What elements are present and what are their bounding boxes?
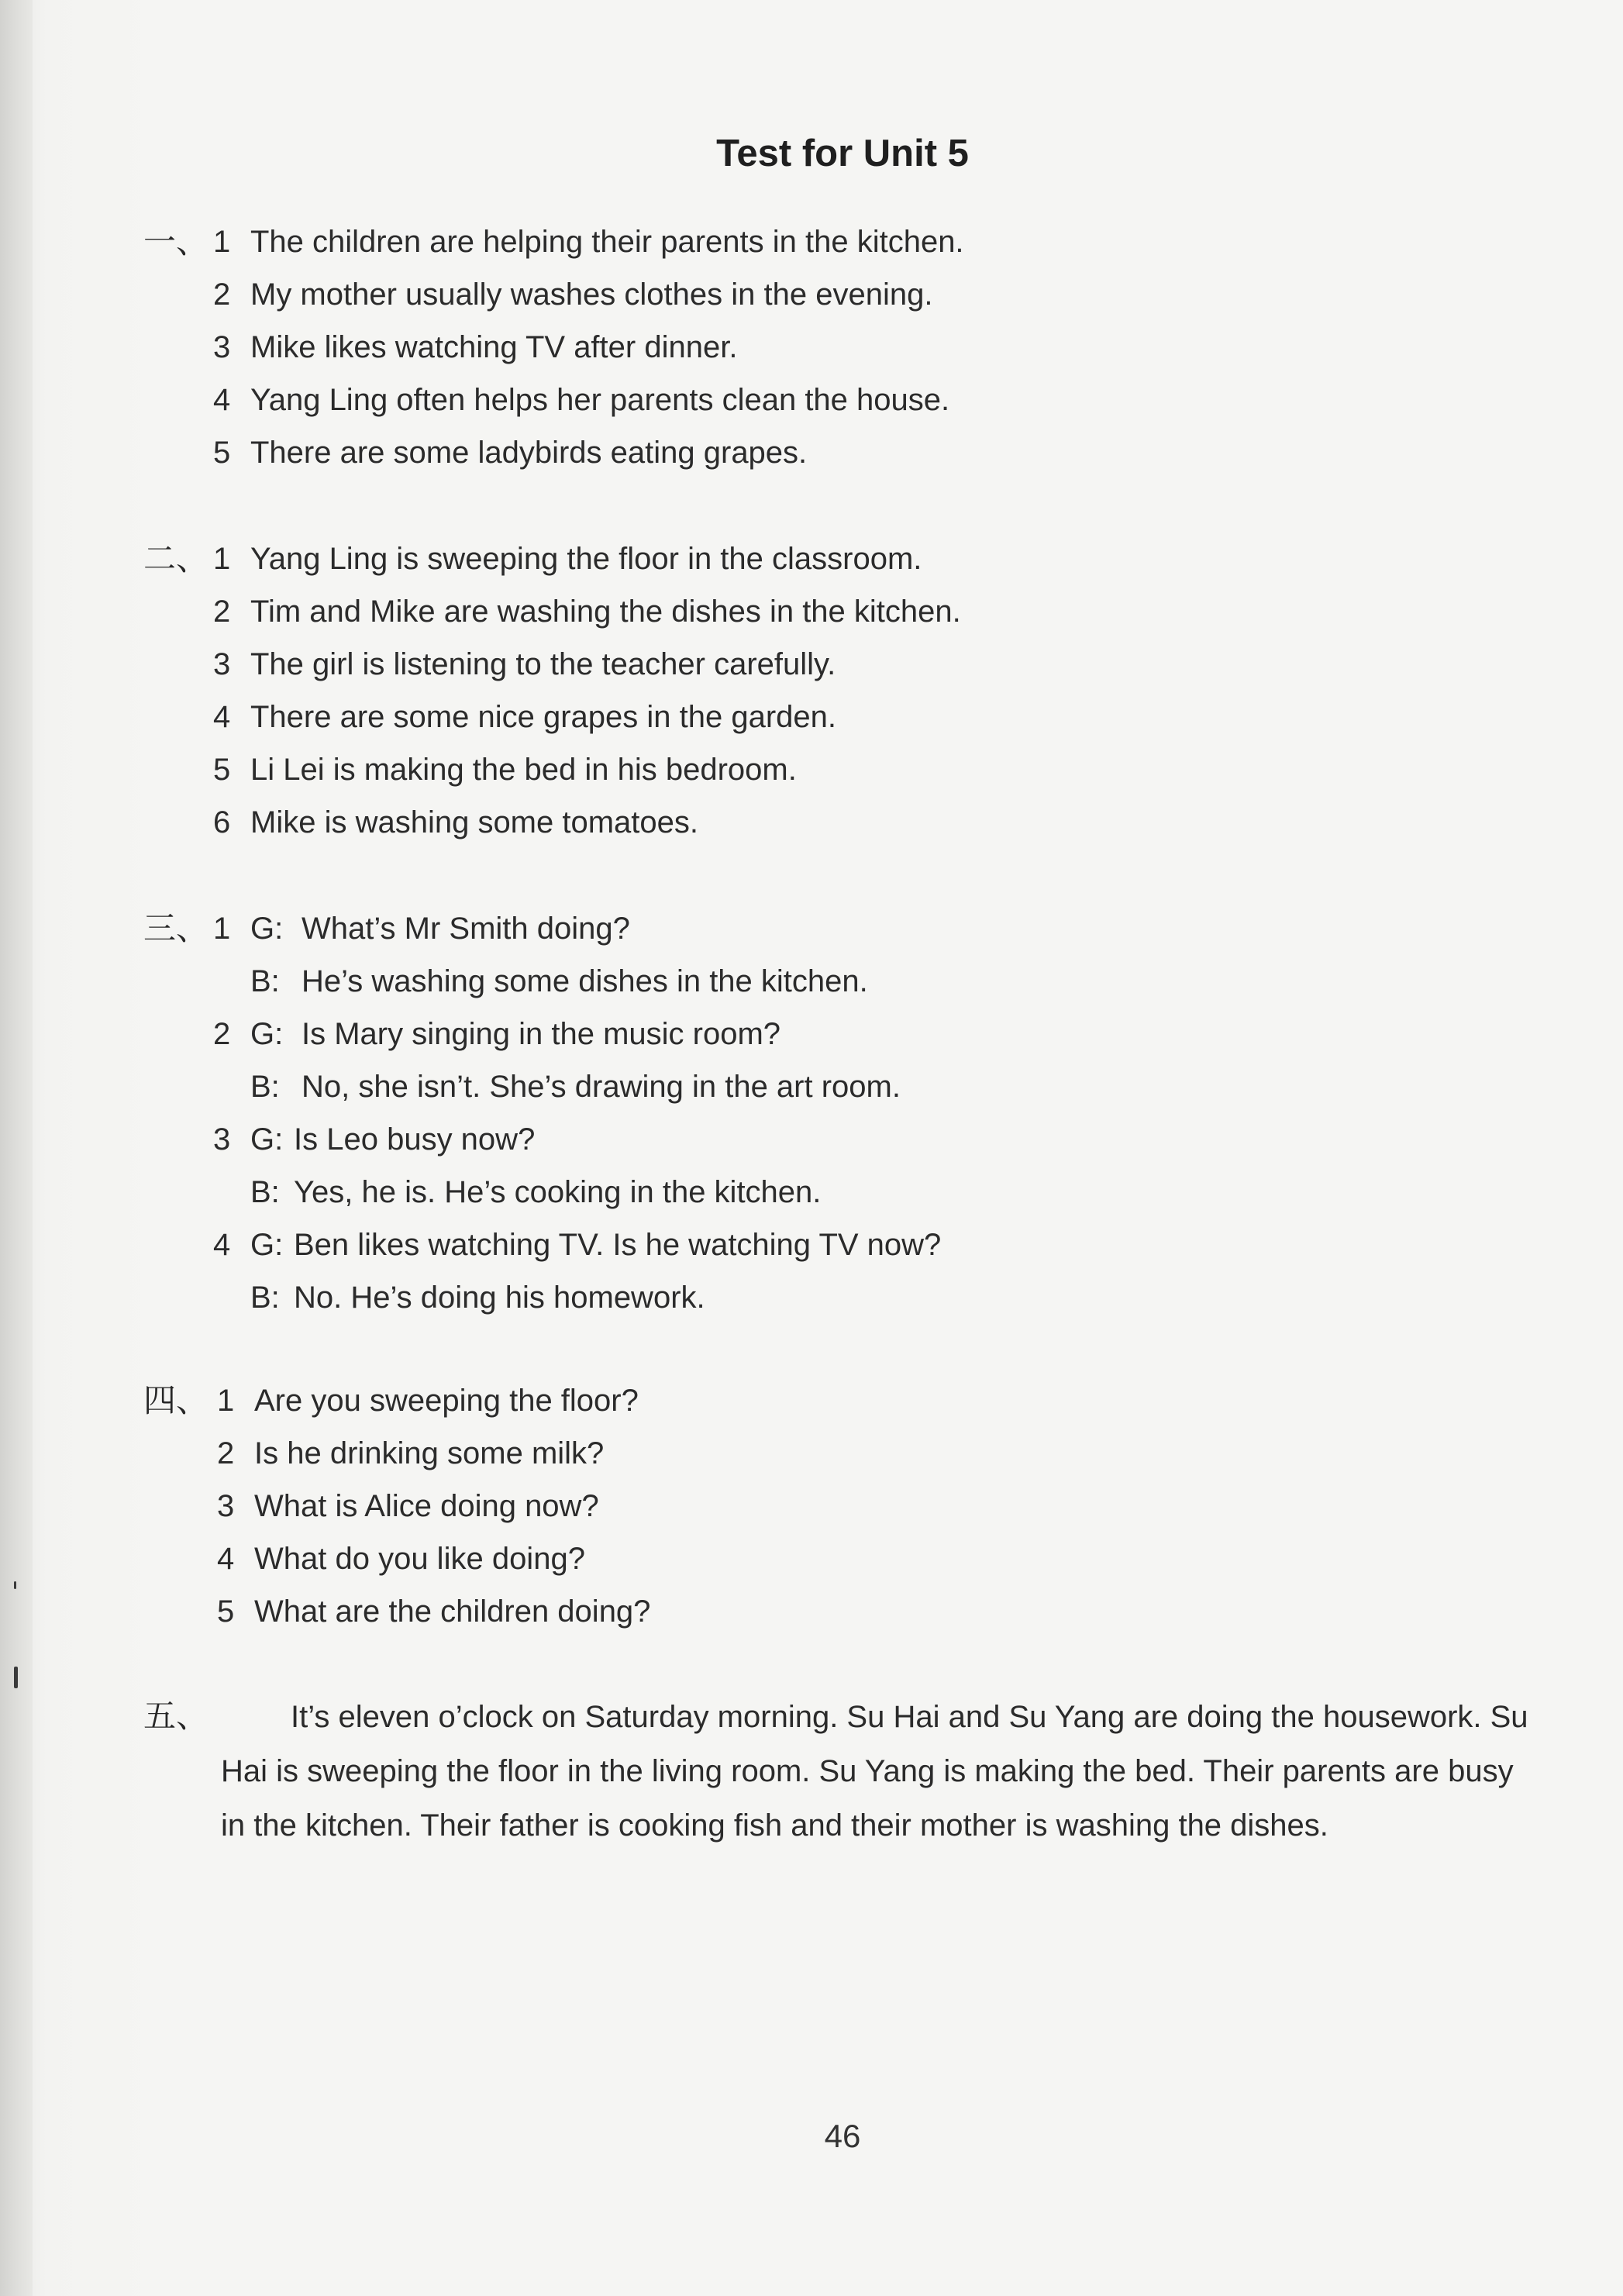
scan-speck <box>14 1581 16 1589</box>
list-item <box>213 691 961 743</box>
item-list <box>213 533 961 849</box>
item-number: 3 <box>217 1489 235 1523</box>
dialogue-line-g <box>213 1008 941 1060</box>
item-number: 2 <box>213 1017 231 1051</box>
speaker-label: B: <box>250 964 280 998</box>
list-item <box>217 1585 650 1638</box>
list-item <box>213 533 961 585</box>
dialogue-text: No. He’s doing his homework. <box>294 1281 705 1315</box>
dialogue-text: Is Mary singing in the music room? <box>302 1017 781 1051</box>
item-text: There are some ladybirds eating grapes. <box>250 436 808 470</box>
item-number: 6 <box>213 805 231 839</box>
section-label: 一、 <box>143 222 209 260</box>
item-text: Yang Ling often helps her parents clean the house. <box>250 383 950 417</box>
section-label: 四、 <box>143 1381 209 1419</box>
dialogue-line-b <box>213 1271 941 1324</box>
dialogue-text: Is Leo busy now? <box>294 1122 536 1157</box>
item-number: 2 <box>217 1436 235 1470</box>
item-text: There are some nice grapes in the garden. <box>250 700 836 734</box>
item-number: 3 <box>213 647 231 681</box>
list-item <box>217 1374 650 1427</box>
list-item <box>213 796 961 849</box>
list-item <box>217 1480 650 1532</box>
dialogue-list <box>213 902 941 1324</box>
item-number: 5 <box>213 753 231 787</box>
item-number: 2 <box>213 595 231 629</box>
item-text: The girl is listening to the teacher carefully. <box>250 647 836 681</box>
dialogue-line-b <box>213 1166 941 1219</box>
speaker-label: G: <box>250 912 284 946</box>
item-number: 5 <box>213 436 231 470</box>
item-number: 3 <box>213 330 231 364</box>
item-list <box>217 1374 650 1638</box>
list-item <box>213 638 961 691</box>
list-item <box>213 215 964 268</box>
list-item <box>213 426 964 479</box>
speaker-label: G: <box>250 1017 284 1051</box>
dialogue-line-g <box>213 1219 941 1271</box>
item-text: What are the children doing? <box>254 1594 651 1629</box>
binding-edge-shadow <box>0 0 33 2296</box>
list-item <box>213 268 964 321</box>
dialogue-text: Yes, he is. He’s cooking in the kitchen. <box>294 1175 822 1209</box>
dialogue-line-g <box>213 1113 941 1166</box>
list-item <box>213 321 964 374</box>
speaker-label: G: <box>250 1228 284 1262</box>
item-list <box>213 215 964 479</box>
item-number: 1 <box>217 1384 235 1418</box>
list-item <box>217 1427 650 1480</box>
item-number: 3 <box>213 1122 231 1157</box>
item-text: What is Alice doing now? <box>254 1489 599 1523</box>
item-number: 4 <box>213 700 231 734</box>
item-text: Is he drinking some milk? <box>254 1436 605 1470</box>
item-number: 4 <box>217 1542 235 1576</box>
item-number: 1 <box>213 542 231 576</box>
reading-paragraph: It’s eleven o’clock on Saturday morning. Su Hai and Su Yang are doing the housework. Su Hai is sweeping the floor in the living room. Su Yang is making the bed. Their parents are busy in the kitchen. Their father is cooking fish and their mother is washing the dishes. <box>221 1700 1528 1843</box>
item-text: Mike is washing some tomatoes. <box>250 805 699 839</box>
page-title: Test for Unit 5 <box>716 133 969 174</box>
section-label: 二、 <box>143 540 209 577</box>
list-item <box>213 585 961 638</box>
item-number: 2 <box>213 278 231 312</box>
list-item <box>213 743 961 796</box>
dialogue-line-g <box>213 902 941 955</box>
page-number: 46 <box>824 2118 861 2154</box>
item-text: What do you like doing? <box>254 1542 585 1576</box>
item-number: 5 <box>217 1594 235 1629</box>
dialogue-text: What’s Mr Smith doing? <box>302 912 630 946</box>
scan-speck <box>14 1667 18 1688</box>
item-number: 4 <box>213 383 231 417</box>
item-text: The children are helping their parents in the kitchen. <box>250 225 964 259</box>
section-label: 五、 <box>143 1697 209 1735</box>
speaker-label: B: <box>250 1175 280 1209</box>
item-text: Are you sweeping the floor? <box>254 1384 639 1418</box>
dialogue-line-b <box>213 955 941 1008</box>
section-label: 三、 <box>143 909 209 947</box>
speaker-label: B: <box>250 1281 280 1315</box>
item-number: 1 <box>213 225 231 259</box>
dialogue-text: Ben likes watching TV. Is he watching TV now? <box>294 1228 942 1262</box>
speaker-label: B: <box>250 1070 280 1104</box>
dialogue-line-b <box>213 1060 941 1113</box>
item-text: Yang Ling is sweeping the floor in the classroom. <box>250 542 922 576</box>
list-item <box>217 1532 650 1585</box>
item-text: Tim and Mike are washing the dishes in the kitchen. <box>250 595 961 629</box>
item-number: 1 <box>213 912 231 946</box>
item-text: Mike likes watching TV after dinner. <box>250 330 738 364</box>
dialogue-text: No, she isn’t. She’s drawing in the art room. <box>302 1070 901 1104</box>
dialogue-text: He’s washing some dishes in the kitchen. <box>302 964 868 998</box>
speaker-label: G: <box>250 1122 284 1157</box>
item-text: My mother usually washes clothes in the evening. <box>250 278 933 312</box>
item-number: 4 <box>213 1228 231 1262</box>
item-text: Li Lei is making the bed in his bedroom. <box>250 753 797 787</box>
list-item <box>213 374 964 426</box>
